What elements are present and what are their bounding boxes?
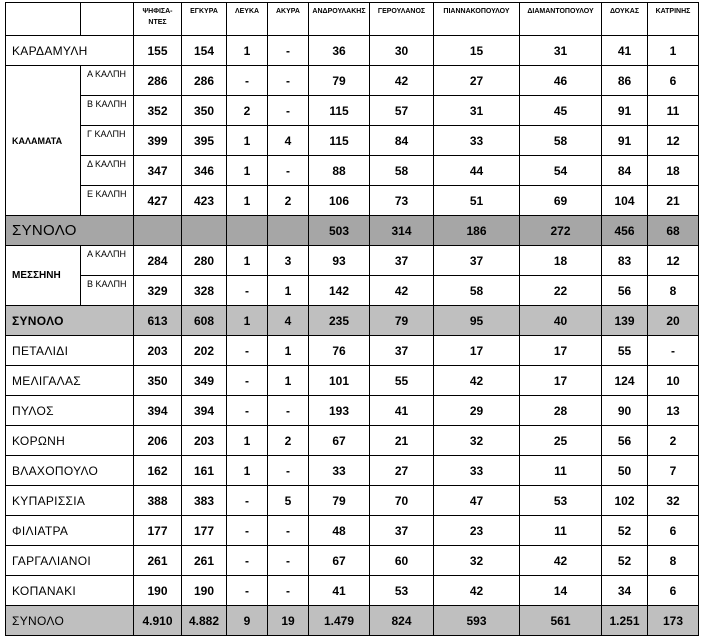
value-cell: 11	[520, 456, 602, 486]
value-cell: 261	[134, 546, 182, 576]
value-cell: 106	[309, 186, 370, 216]
value-cell: -	[268, 96, 309, 126]
results-table	[5, 2, 699, 636]
column-header: ΨΗΦΙΣΑ- ΝΤΕΣ	[134, 3, 182, 36]
table-row	[6, 426, 699, 456]
value-cell: 18	[520, 246, 602, 276]
value-cell: 46	[520, 66, 602, 96]
ballot-box-label: Γ ΚΑΛΠΗ	[81, 126, 134, 156]
value-cell: 314	[370, 216, 434, 246]
value-cell: 37	[370, 516, 434, 546]
value-cell: 79	[309, 486, 370, 516]
value-cell: 53	[520, 486, 602, 516]
value-cell: 55	[602, 336, 648, 366]
value-cell: 193	[309, 396, 370, 426]
value-cell: 42	[370, 276, 434, 306]
value-cell: 394	[134, 396, 182, 426]
table-row	[6, 576, 699, 606]
value-cell: -	[227, 486, 268, 516]
value-cell: 284	[134, 246, 182, 276]
value-cell: 41	[602, 36, 648, 66]
column-header: ΔΟΥΚΑΣ	[602, 3, 648, 36]
value-cell: 272	[520, 216, 602, 246]
value-cell: 31	[520, 36, 602, 66]
table-row	[6, 246, 699, 276]
value-cell: 37	[370, 336, 434, 366]
value-cell: -	[268, 156, 309, 186]
value-cell: 352	[134, 96, 182, 126]
value-cell: 17	[434, 336, 520, 366]
value-cell: 173	[648, 606, 699, 636]
value-cell: 15	[434, 36, 520, 66]
value-cell: 203	[182, 426, 227, 456]
value-cell: 186	[434, 216, 520, 246]
column-header: ΛΕΥΚΑ	[227, 3, 268, 36]
table-row	[6, 546, 699, 576]
value-cell: 115	[309, 126, 370, 156]
table-row	[6, 186, 699, 216]
table-row	[6, 36, 699, 66]
value-cell: 17	[520, 336, 602, 366]
subtotal-label: ΣΥΝΟΛΟ	[6, 216, 134, 246]
value-cell: 11	[648, 96, 699, 126]
table-row	[6, 276, 699, 306]
value-cell: 4	[268, 126, 309, 156]
value-cell: 3	[268, 246, 309, 276]
municipality-name: ΜΕΣΣΗΝΗ	[6, 246, 81, 306]
value-cell: 1	[227, 126, 268, 156]
value-cell: 1	[227, 156, 268, 186]
value-cell: -	[227, 336, 268, 366]
value-cell: 69	[520, 186, 602, 216]
value-cell: 102	[602, 486, 648, 516]
value-cell: 54	[520, 156, 602, 186]
value-cell: 56	[602, 276, 648, 306]
value-cell: 561	[520, 606, 602, 636]
value-cell: 347	[134, 156, 182, 186]
value-cell: 21	[648, 186, 699, 216]
value-cell: 1	[268, 276, 309, 306]
value-cell: 206	[134, 426, 182, 456]
value-cell: 17	[520, 366, 602, 396]
ballot-box-label: Β ΚΑΛΠΗ	[81, 276, 134, 306]
value-cell: 56	[602, 426, 648, 456]
value-cell: 33	[434, 126, 520, 156]
value-cell: 388	[134, 486, 182, 516]
value-cell: 280	[182, 246, 227, 276]
table-row	[6, 96, 699, 126]
value-cell: 328	[182, 276, 227, 306]
value-cell: 20	[648, 306, 699, 336]
value-cell: 177	[182, 516, 227, 546]
value-cell: 13	[648, 396, 699, 426]
table-row	[6, 66, 699, 96]
value-cell: 58	[370, 156, 434, 186]
table-row	[6, 486, 699, 516]
value-cell: 1	[227, 426, 268, 456]
subtotal-label: ΣΥΝΟΛΟ	[6, 306, 134, 336]
value-cell: 68	[648, 216, 699, 246]
value-cell: 346	[182, 156, 227, 186]
value-cell: 203	[134, 336, 182, 366]
value-cell: 202	[182, 336, 227, 366]
value-cell: 88	[309, 156, 370, 186]
value-cell: 55	[370, 366, 434, 396]
ballot-box-label: Ε ΚΑΛΠΗ	[81, 186, 134, 216]
value-cell: 2	[268, 426, 309, 456]
value-cell: -	[268, 576, 309, 606]
value-cell: 1	[227, 456, 268, 486]
grand-total-label: ΣΥΝΟΛΟ	[6, 606, 134, 636]
value-cell: 52	[602, 516, 648, 546]
municipality-name: ΚΑΛΑΜΑΤΑ	[6, 66, 81, 216]
column-header: ΔΙΑΜΑΝΤΟΠΟΥΛΟΥ	[520, 3, 602, 36]
value-cell: -	[227, 396, 268, 426]
value-cell: -	[268, 516, 309, 546]
value-cell: 1	[268, 336, 309, 366]
value-cell: 58	[520, 126, 602, 156]
ballot-box-label: Β ΚΑΛΠΗ	[81, 96, 134, 126]
value-cell: 1	[648, 36, 699, 66]
value-cell: 124	[602, 366, 648, 396]
value-cell: 33	[309, 456, 370, 486]
value-cell: 73	[370, 186, 434, 216]
subtotal-row	[6, 306, 699, 336]
value-cell: 6	[648, 516, 699, 546]
value-cell: 95	[434, 306, 520, 336]
value-cell: -	[268, 66, 309, 96]
value-cell: -	[268, 396, 309, 426]
value-cell: -	[648, 336, 699, 366]
value-cell: -	[227, 516, 268, 546]
value-cell: 37	[434, 246, 520, 276]
table-row	[6, 156, 699, 186]
value-cell: -	[227, 366, 268, 396]
value-cell: 161	[182, 456, 227, 486]
value-cell: 19	[268, 606, 309, 636]
value-cell: 91	[602, 126, 648, 156]
column-header: ΑΚΥΡΑ	[268, 3, 309, 36]
value-cell: 42	[520, 546, 602, 576]
value-cell: 399	[134, 126, 182, 156]
value-cell: 593	[434, 606, 520, 636]
value-cell: 190	[182, 576, 227, 606]
value-cell: 261	[182, 546, 227, 576]
value-cell: 2	[227, 96, 268, 126]
value-cell: 41	[370, 396, 434, 426]
value-cell: 1.251	[602, 606, 648, 636]
value-cell: 27	[370, 456, 434, 486]
value-cell: 53	[370, 576, 434, 606]
table-row	[6, 126, 699, 156]
value-cell: 5	[268, 486, 309, 516]
value-cell: 350	[134, 366, 182, 396]
value-cell: 67	[309, 546, 370, 576]
value-cell: 503	[309, 216, 370, 246]
value-cell: 57	[370, 96, 434, 126]
value-cell: 36	[309, 36, 370, 66]
value-cell: 51	[434, 186, 520, 216]
value-cell: 30	[370, 36, 434, 66]
value-cell: 395	[182, 126, 227, 156]
value-cell: 90	[602, 396, 648, 426]
value-cell: 383	[182, 486, 227, 516]
value-cell: 423	[182, 186, 227, 216]
value-cell: 1	[227, 36, 268, 66]
value-cell: 42	[370, 66, 434, 96]
value-cell: 2	[648, 426, 699, 456]
value-cell: 22	[520, 276, 602, 306]
table-row	[6, 336, 699, 366]
value-cell: 40	[520, 306, 602, 336]
value-cell: 50	[602, 456, 648, 486]
value-cell: -	[268, 456, 309, 486]
value-cell: 142	[309, 276, 370, 306]
value-cell: 31	[434, 96, 520, 126]
value-cell: 41	[309, 576, 370, 606]
value-cell: 34	[602, 576, 648, 606]
value-cell: -	[227, 276, 268, 306]
municipality-name: ΚΥΠΑΡΙΣΣΙΑ	[6, 486, 134, 516]
value-cell: 8	[648, 546, 699, 576]
value-cell: 32	[648, 486, 699, 516]
column-header: ΠΙΑΝΝΑΚΟΠΟΥΛΟΥ	[434, 3, 520, 36]
value-cell: 21	[370, 426, 434, 456]
value-cell: 286	[182, 66, 227, 96]
subtotal-row	[6, 216, 699, 246]
value-cell: 23	[434, 516, 520, 546]
value-cell: 42	[434, 576, 520, 606]
table-row	[6, 456, 699, 486]
value-cell: 349	[182, 366, 227, 396]
value-cell: 177	[134, 516, 182, 546]
municipality-name: ΚΑΡΔΑΜΥΛΗ	[6, 36, 134, 66]
value-cell: 70	[370, 486, 434, 516]
value-cell: 84	[602, 156, 648, 186]
value-cell: 115	[309, 96, 370, 126]
value-cell: 613	[134, 306, 182, 336]
municipality-name: ΚΟΡΩΝΗ	[6, 426, 134, 456]
value-cell: 1	[227, 306, 268, 336]
column-header: ΓΕΡΟΥΛΑΝΟΣ	[370, 3, 434, 36]
value-cell: 104	[602, 186, 648, 216]
value-cell: 48	[309, 516, 370, 546]
value-cell: 6	[648, 576, 699, 606]
value-cell: 824	[370, 606, 434, 636]
value-cell: 76	[309, 336, 370, 366]
table-row	[6, 366, 699, 396]
column-header: ΕΓΚΥΡΑ	[182, 3, 227, 36]
value-cell: 84	[370, 126, 434, 156]
value-cell: 47	[434, 486, 520, 516]
value-cell: 350	[182, 96, 227, 126]
value-cell: 58	[434, 276, 520, 306]
value-cell	[134, 216, 182, 246]
value-cell: 1	[268, 366, 309, 396]
value-cell: 44	[434, 156, 520, 186]
value-cell: 32	[434, 546, 520, 576]
value-cell: 1	[227, 186, 268, 216]
value-cell: 27	[434, 66, 520, 96]
value-cell: 83	[602, 246, 648, 276]
value-cell: 33	[434, 456, 520, 486]
value-cell: 154	[182, 36, 227, 66]
column-header	[6, 3, 81, 36]
value-cell: 235	[309, 306, 370, 336]
value-cell: 14	[520, 576, 602, 606]
value-cell: 4	[268, 306, 309, 336]
municipality-name: ΜΕΛΙΓΑΛΑΣ	[6, 366, 134, 396]
table-row	[6, 396, 699, 426]
value-cell: 11	[520, 516, 602, 546]
municipality-name: ΚΟΠΑΝΑΚΙ	[6, 576, 134, 606]
grand-total-row	[6, 606, 699, 636]
value-cell: 86	[602, 66, 648, 96]
value-cell: 93	[309, 246, 370, 276]
value-cell: 42	[434, 366, 520, 396]
column-header	[81, 3, 134, 36]
value-cell: 52	[602, 546, 648, 576]
value-cell	[268, 216, 309, 246]
value-cell: 4.910	[134, 606, 182, 636]
value-cell: 12	[648, 246, 699, 276]
municipality-name: ΠΥΛΟΣ	[6, 396, 134, 426]
value-cell: 45	[520, 96, 602, 126]
value-cell: 394	[182, 396, 227, 426]
value-cell	[182, 216, 227, 246]
value-cell: 29	[434, 396, 520, 426]
value-cell: 60	[370, 546, 434, 576]
value-cell: 9	[227, 606, 268, 636]
column-header: ΚΑΤΡΙΝΗΣ	[648, 3, 699, 36]
municipality-name: ΓΑΡΓΑΛΙΑΝΟΙ	[6, 546, 134, 576]
municipality-name: ΦΙΛΙΑΤΡΑ	[6, 516, 134, 546]
value-cell: -	[227, 66, 268, 96]
value-cell: 79	[309, 66, 370, 96]
value-cell: 4.882	[182, 606, 227, 636]
value-cell: -	[227, 576, 268, 606]
value-cell: 329	[134, 276, 182, 306]
municipality-name: ΠΕΤΑΛΙΔΙ	[6, 336, 134, 366]
value-cell: 79	[370, 306, 434, 336]
value-cell: 286	[134, 66, 182, 96]
ballot-box-label: Α ΚΑΛΠΗ	[81, 246, 134, 276]
value-cell: 1	[227, 246, 268, 276]
value-cell: 10	[648, 366, 699, 396]
value-cell: 190	[134, 576, 182, 606]
value-cell: 155	[134, 36, 182, 66]
value-cell: 67	[309, 426, 370, 456]
value-cell: 608	[182, 306, 227, 336]
value-cell: -	[268, 546, 309, 576]
value-cell: 162	[134, 456, 182, 486]
value-cell: 2	[268, 186, 309, 216]
value-cell: 91	[602, 96, 648, 126]
value-cell: 427	[134, 186, 182, 216]
value-cell	[227, 216, 268, 246]
value-cell: 28	[520, 396, 602, 426]
value-cell: 456	[602, 216, 648, 246]
value-cell: 37	[370, 246, 434, 276]
value-cell: 1.479	[309, 606, 370, 636]
header-row	[6, 3, 699, 36]
value-cell: 12	[648, 126, 699, 156]
value-cell: 18	[648, 156, 699, 186]
ballot-box-label: Α ΚΑΛΠΗ	[81, 66, 134, 96]
table-row	[6, 516, 699, 546]
value-cell: 139	[602, 306, 648, 336]
value-cell: 101	[309, 366, 370, 396]
value-cell: -	[268, 36, 309, 66]
value-cell: 32	[434, 426, 520, 456]
column-header: ΑΝΔΡΟΥΛΑΚΗΣ	[309, 3, 370, 36]
value-cell: 25	[520, 426, 602, 456]
value-cell: -	[227, 546, 268, 576]
ballot-box-label: Δ ΚΑΛΠΗ	[81, 156, 134, 186]
value-cell: 7	[648, 456, 699, 486]
value-cell: 6	[648, 66, 699, 96]
value-cell: 8	[648, 276, 699, 306]
municipality-name: ΒΛΑΧΟΠΟΥΛΟ	[6, 456, 134, 486]
